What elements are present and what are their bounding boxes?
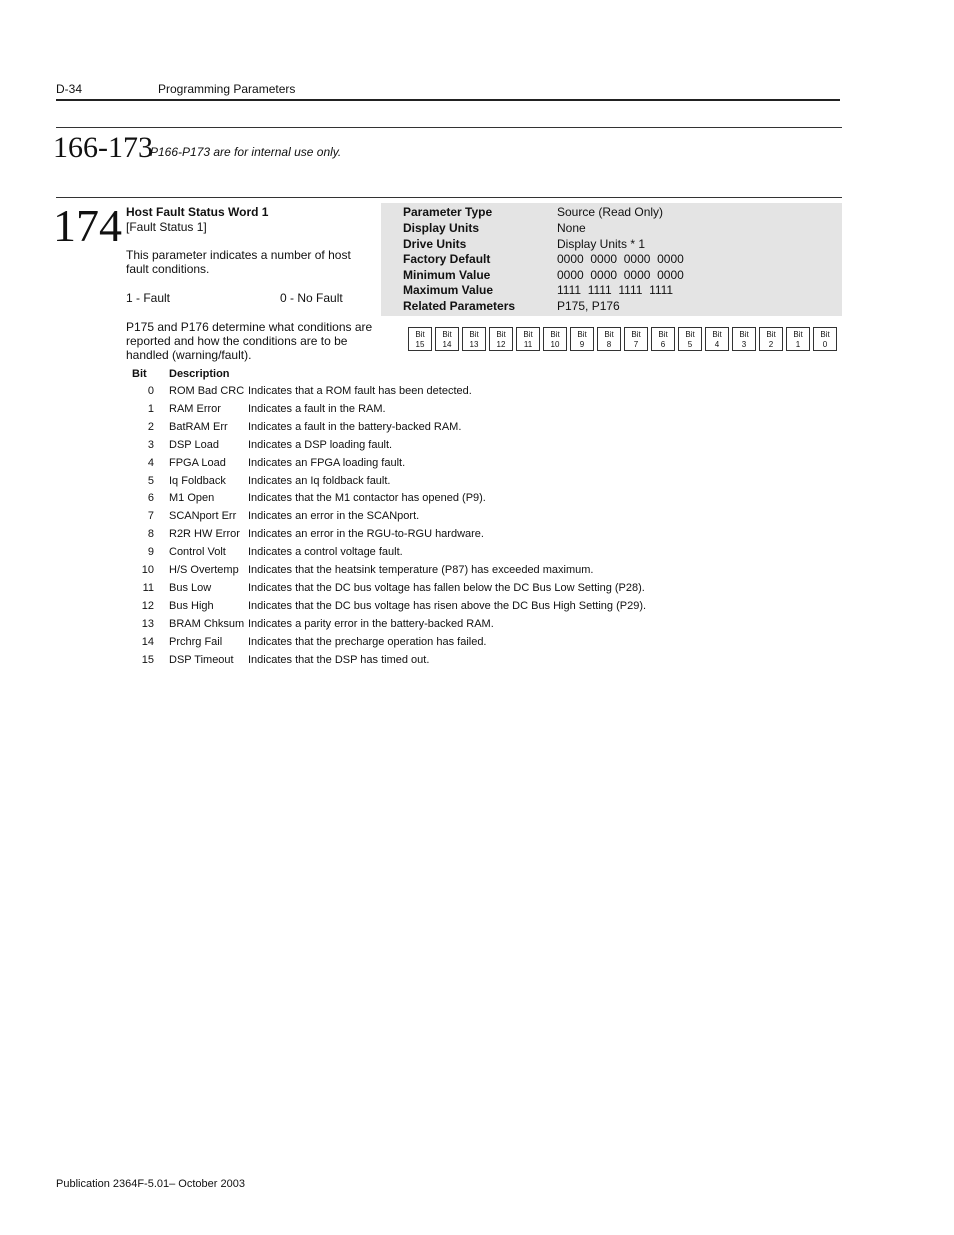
- bit-number: 10: [141, 564, 154, 576]
- footer-publication: Publication 2364F-5.01– October 2003: [56, 1178, 245, 1190]
- param-description-2: P175 and P176 determine what conditions are reported and how the conditions are to be handled (warning/fault).: [126, 320, 373, 362]
- attr-value: 1111 1111 1111 1111: [557, 283, 674, 297]
- bit-number: 3: [147, 438, 154, 451]
- bit-description: Indicates a fault in the RAM.: [248, 402, 386, 415]
- attr-label: Display Units: [403, 221, 480, 235]
- bit-name: BRAM Chksum: [169, 617, 245, 630]
- bit-cell-number: 7: [633, 340, 639, 349]
- bit-name: RAM Error: [169, 402, 221, 415]
- bit-name: FPGA Load: [169, 456, 226, 469]
- bit-cell: [570, 327, 594, 351]
- bit-cell-number: 13: [469, 340, 479, 349]
- bit-cell-number: 0: [822, 340, 828, 349]
- attr-value: P175, P176: [557, 299, 620, 313]
- bit-cell-label: Bit: [739, 330, 749, 339]
- bit-cell-label: Bit: [442, 330, 452, 339]
- bit-description: Indicates an Iq foldback fault.: [248, 474, 391, 487]
- bit-number: 11: [142, 581, 154, 594]
- bit-column-header: Bit: [132, 368, 147, 380]
- attr-value: Source (Read Only): [557, 205, 664, 219]
- bit-cell: [462, 327, 486, 351]
- bit-description: Indicates that the DC bus voltage has risen above the DC Bus High Setting (P29).: [248, 599, 647, 612]
- bit-name: Prchrg Fail: [169, 635, 223, 648]
- bit-cell-label: Bit: [577, 330, 587, 339]
- bit-map: [408, 327, 840, 351]
- bit-number: 14: [141, 635, 154, 648]
- bit-number: 7: [147, 510, 154, 523]
- attr-value: Display Units * 1: [557, 237, 646, 251]
- bit-description: Indicates an error in the RGU-to-RGU hardware.: [248, 528, 484, 541]
- bit-cell: [435, 327, 459, 351]
- bit-cell: [678, 327, 702, 351]
- bit-description: Indicates that the M1 contactor has opened (P9).: [248, 492, 486, 505]
- bit-cell-number: 3: [741, 340, 747, 349]
- fault-zero-legend: 0 - No Fault: [280, 291, 343, 305]
- divider: [56, 127, 842, 128]
- param-short-name: [Fault Status 1]: [126, 220, 207, 234]
- bit-number: 4: [147, 456, 154, 469]
- bit-cell-number: 2: [768, 340, 774, 349]
- bit-number: 2: [147, 420, 154, 433]
- bit-name: Bus Low: [169, 581, 212, 594]
- bit-cell: [759, 327, 783, 351]
- param-range-number: 166-173: [53, 131, 153, 164]
- attribute-box: [381, 203, 842, 316]
- bit-cell-label: Bit: [712, 330, 722, 339]
- bit-cell: [489, 327, 513, 351]
- attr-value: 0000 0000 0000 0000: [557, 252, 684, 266]
- bit-cell-number: 4: [714, 340, 720, 349]
- bit-cell: [732, 327, 756, 351]
- section-title: Programming Parameters: [158, 82, 296, 96]
- description-column-header: Description: [169, 368, 230, 380]
- bit-cell: [813, 327, 837, 351]
- attr-value: None: [557, 221, 586, 235]
- bit-cell: [408, 327, 432, 351]
- attr-label: Parameter Type: [403, 205, 493, 219]
- bit-cell: [543, 327, 567, 351]
- attr-label: Related Parameters: [403, 299, 516, 313]
- bit-cell-number: 1: [795, 340, 801, 349]
- bit-cell-number: 9: [579, 340, 585, 349]
- bit-cell: [624, 327, 648, 351]
- bit-number: 13: [141, 617, 154, 630]
- bit-name: BatRAM Err: [169, 420, 228, 433]
- param-description: This parameter indicates a number of host fault conditions.: [126, 248, 351, 276]
- bit-cell-label: Bit: [415, 330, 425, 339]
- bit-number: 6: [147, 492, 154, 505]
- bit-number: 8: [147, 528, 154, 541]
- bit-cell-label: Bit: [658, 330, 668, 339]
- attr-value: 0000 0000 0000 0000: [557, 268, 684, 282]
- bit-cell-label: Bit: [496, 330, 506, 339]
- bit-cell-label: Bit: [685, 330, 695, 339]
- attr-label: Drive Units: [403, 237, 467, 251]
- attr-label: Minimum Value: [403, 268, 491, 282]
- bit-cell-label: Bit: [550, 330, 560, 339]
- bit-name: DSP Timeout: [169, 653, 234, 666]
- bit-name: Iq Foldback: [169, 474, 226, 487]
- bit-description: Indicates a control voltage fault.: [248, 546, 403, 559]
- bit-cell-label: Bit: [604, 330, 614, 339]
- header-rule: [56, 99, 840, 101]
- bit-description: Indicates an error in the SCANport.: [248, 510, 420, 523]
- bit-cell-number: 11: [523, 340, 533, 349]
- page-number: D-34: [56, 82, 83, 96]
- divider: [56, 197, 842, 198]
- bit-number: 5: [147, 474, 154, 487]
- bit-description: Indicates that the heatsink temperature (P87) has exceeded maximum.: [248, 564, 594, 576]
- attr-label: Maximum Value: [403, 283, 494, 297]
- bit-cell: [516, 327, 540, 351]
- bit-description: Indicates that the DSP has timed out.: [248, 653, 430, 666]
- attr-label: Factory Default: [403, 252, 491, 266]
- bit-cell: [651, 327, 675, 351]
- bit-cell-label: Bit: [469, 330, 479, 339]
- bit-description: Indicates that a ROM fault has been detected.: [248, 385, 472, 397]
- bit-cell: [597, 327, 621, 351]
- bit-cell-number: 12: [496, 340, 506, 349]
- bit-name: Control Volt: [169, 546, 226, 559]
- param-number: 174: [53, 200, 122, 251]
- param-name: Host Fault Status Word 1: [126, 205, 269, 219]
- bit-cell-number: 6: [660, 340, 666, 349]
- bit-name: ROM Bad CRC: [169, 385, 245, 397]
- bit-cell-label: Bit: [631, 330, 641, 339]
- bit-cell: [705, 327, 729, 351]
- bit-cell: [786, 327, 810, 351]
- param-range-note: P166-P173 are for internal use only.: [150, 145, 342, 159]
- bit-cell-label: Bit: [793, 330, 803, 339]
- bit-name: SCANport Err: [169, 510, 237, 523]
- bit-name: Bus High: [169, 599, 214, 612]
- bit-number: 9: [147, 546, 154, 559]
- bit-cell-number: 15: [415, 340, 425, 349]
- bit-description: Indicates an FPGA loading fault.: [248, 456, 406, 469]
- bit-number: 12: [141, 599, 154, 612]
- bit-cell-label: Bit: [820, 330, 830, 339]
- bit-name: R2R HW Error: [169, 528, 240, 541]
- bit-description: Indicates a fault in the battery-backed RAM.: [248, 420, 462, 433]
- bit-description: Indicates that the DC bus voltage has fallen below the DC Bus Low Setting (P28).: [248, 581, 645, 594]
- fault-one-legend: 1 - Fault: [126, 291, 171, 305]
- bit-cell-number: 10: [550, 340, 560, 349]
- bit-cell-number: 8: [606, 340, 612, 349]
- bit-description: Indicates a parity error in the battery-backed RAM.: [248, 617, 494, 630]
- bit-number: 0: [147, 385, 154, 397]
- bit-description: Indicates that the precharge operation has failed.: [248, 635, 487, 648]
- bit-description: Indicates a DSP loading fault.: [248, 438, 393, 451]
- bit-number: 15: [141, 653, 154, 666]
- bit-cell-label: Bit: [523, 330, 533, 339]
- bit-name: M1 Open: [169, 492, 215, 505]
- bit-number: 1: [147, 402, 154, 415]
- bit-cell-number: 5: [687, 340, 693, 349]
- bit-name: DSP Load: [169, 438, 219, 451]
- bit-name: H/S Overtemp: [169, 564, 239, 576]
- bit-cell-number: 14: [442, 340, 452, 349]
- bit-cell-label: Bit: [766, 330, 776, 339]
